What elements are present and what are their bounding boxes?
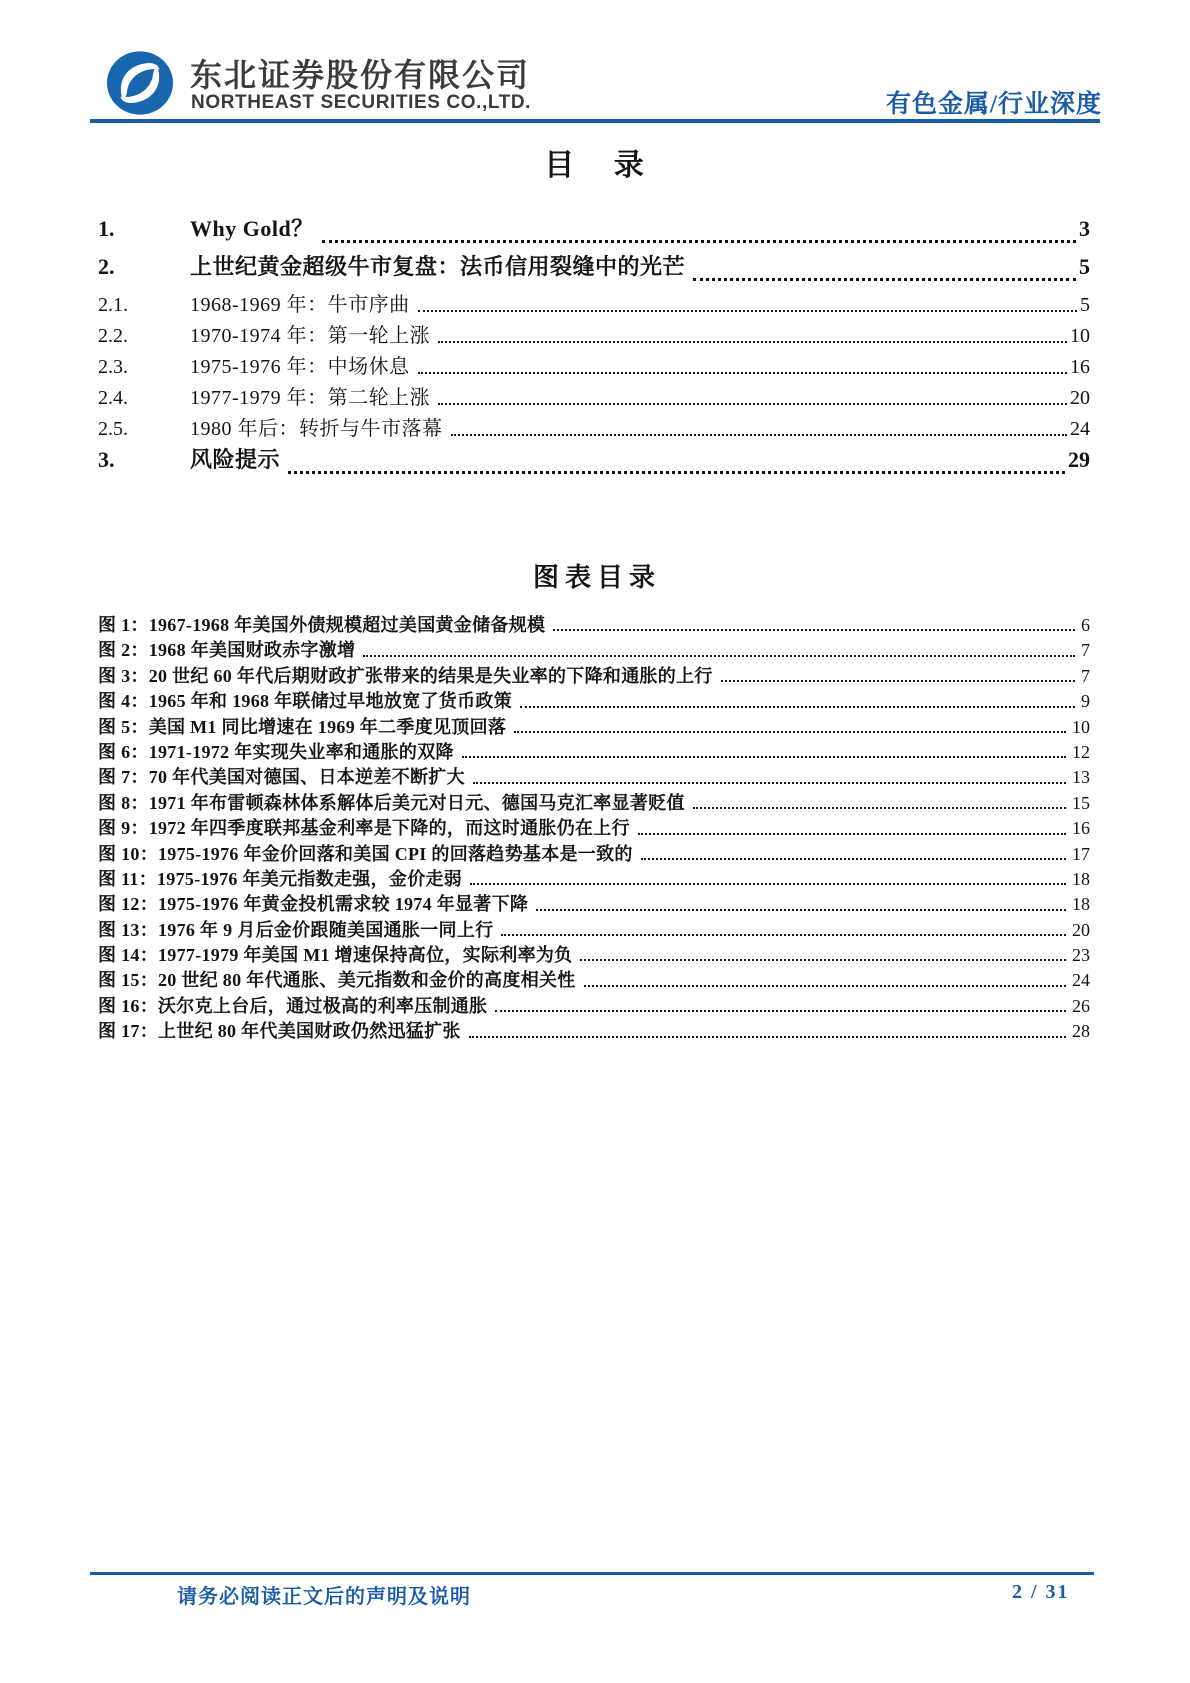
figure-entry[interactable] [98, 1017, 1090, 1042]
figure-entry-page: 20 [1072, 919, 1090, 940]
figure-entry[interactable] [98, 789, 1090, 814]
footer-disclaimer: 请务必阅读正文后的声明及说明 [177, 1586, 471, 1608]
figure-entry-page: 9 [1081, 691, 1090, 712]
footer-page-indicator: 2 / 31 [1012, 1581, 1070, 1603]
toc-entry-number: 2. [98, 254, 115, 279]
figure-entry-title: 图 15：20 世纪 80 年代通胀、美元指数和金价的高度相关性 [98, 970, 576, 991]
toc-entry[interactable] [98, 212, 1090, 250]
dot-leader [580, 959, 1066, 961]
figure-entry-title: 图 7：70 年代美国对德国、日本逆差不断扩大 [98, 767, 465, 788]
toc-entry-page: 20 [1070, 387, 1090, 409]
company-name-en: NORTHEAST SECURITIES CO.,LTD. [191, 92, 532, 113]
dot-leader [473, 782, 1066, 784]
figure-entry-page: 12 [1072, 741, 1090, 762]
figure-entry-title: 图 8：1971 年布雷顿森林体系解体后美元对日元、德国马克汇率显著贬值 [98, 792, 685, 813]
dot-leader [553, 629, 1075, 631]
toc-entry-page: 10 [1070, 325, 1090, 347]
dot-leader [641, 858, 1066, 860]
figure-entry-page: 23 [1072, 945, 1090, 966]
toc-entry-number: 2.1. [98, 294, 128, 316]
toc-entry-title: 1980 年后：转折与牛市落幕 [190, 418, 443, 440]
dot-leader [462, 756, 1066, 758]
dot-leader [418, 310, 1077, 312]
dot-leader [501, 934, 1066, 936]
toc-entry-page: 3 [1079, 216, 1090, 241]
dot-leader [438, 403, 1067, 405]
figure-entry-page: 18 [1072, 868, 1090, 889]
toc-entry-title: 1977-1979 年：第二轮上涨 [190, 387, 431, 409]
toc-heading: 目 录 [544, 149, 660, 182]
toc-entry-page: 5 [1080, 294, 1090, 316]
figure-entry[interactable] [98, 992, 1090, 1017]
dot-leader [721, 680, 1075, 682]
figure-entry[interactable] [98, 814, 1090, 839]
figure-entry-page: 17 [1072, 843, 1090, 864]
industry-category-label: 有色金属/行业深度 [886, 91, 1102, 118]
dot-leader [536, 909, 1066, 911]
figure-entry[interactable] [98, 611, 1090, 636]
toc-list [98, 212, 1090, 481]
footer-divider-line [90, 1572, 1094, 1575]
toc-entry-page: 24 [1070, 418, 1090, 440]
dot-leader [584, 985, 1066, 987]
toc-entry[interactable] [98, 381, 1090, 412]
toc-entry[interactable] [98, 250, 1090, 288]
figure-list [98, 611, 1090, 1043]
figure-entry[interactable] [98, 763, 1090, 788]
figure-entry[interactable] [98, 738, 1090, 763]
figure-entry[interactable] [98, 662, 1090, 687]
figure-entry-page: 26 [1072, 995, 1090, 1016]
toc-entry-title: 1970-1974 年：第一轮上涨 [190, 325, 431, 347]
company-name-cn: 东北证券股份有限公司 [190, 57, 531, 93]
figure-entry-page: 28 [1072, 1021, 1090, 1042]
dot-leader [638, 833, 1066, 835]
toc-entry-title: 上世纪黄金超级牛市复盘：法币信用裂缝中的光芒 [190, 254, 686, 279]
figure-entry[interactable] [98, 966, 1090, 991]
figure-entry-title: 图 16：沃尔克上台后，通过极高的利率压制通胀 [98, 995, 488, 1016]
toc-entry[interactable] [98, 288, 1090, 319]
figure-entry-page: 10 [1072, 716, 1090, 737]
toc-entry-title: Why Gold？ [190, 216, 314, 241]
dot-leader [438, 341, 1067, 343]
figure-entry-title: 图 6：1971-1972 年实现失业率和通胀的双降 [98, 741, 454, 762]
toc-entry-page: 5 [1079, 254, 1090, 279]
figure-entry-title: 图 2：1968 年美国财政赤字激增 [98, 640, 356, 661]
figure-entry-page: 15 [1072, 792, 1090, 813]
dot-leader [514, 731, 1066, 733]
figure-entry[interactable] [98, 636, 1090, 661]
toc-entry-title: 风险提示 [190, 447, 281, 472]
toc-entry[interactable] [98, 443, 1090, 481]
dot-leader [469, 1036, 1066, 1038]
dot-leader [363, 655, 1075, 657]
figure-entry-page: 6 [1081, 615, 1090, 635]
toc-entry[interactable] [98, 319, 1090, 350]
figure-entry-page: 24 [1072, 970, 1090, 991]
figure-entry-page: 13 [1072, 767, 1090, 788]
toc-entry[interactable] [98, 350, 1090, 381]
toc-entry-number: 1. [98, 216, 115, 241]
figure-entry-title: 图 12：1975-1976 年黄金投机需求较 1974 年显著下降 [98, 894, 529, 915]
figure-entry[interactable] [98, 840, 1090, 865]
toc-entry-number: 2.4. [98, 387, 128, 409]
figure-entry-title: 图 5：美国 M1 同比增速在 1969 年二季度见顶回落 [98, 716, 507, 737]
figure-entry-title: 图 17：上世纪 80 年代美国财政仍然迅猛扩张 [98, 1021, 461, 1042]
dot-leader [470, 883, 1066, 885]
toc-entry[interactable] [98, 412, 1090, 443]
dot-leader [495, 1010, 1066, 1012]
toc-entry-number: 2.5. [98, 418, 128, 440]
header-divider-line [90, 119, 1100, 123]
figure-entry-title: 图 11：1975-1976 年美元指数走强，金价走弱 [98, 868, 463, 889]
figure-entry[interactable] [98, 890, 1090, 915]
dot-leader [693, 278, 1076, 281]
dot-leader [288, 471, 1065, 474]
dot-leader [520, 706, 1075, 708]
figure-entry[interactable] [98, 865, 1090, 890]
figure-entry[interactable] [98, 687, 1090, 712]
toc-content [98, 140, 1090, 1043]
figure-entry-title: 图 9：1972 年四季度联邦基金利率是下降的，而这时通胀仍在上行 [98, 818, 630, 839]
figure-entry[interactable] [98, 941, 1090, 966]
figure-entry-page: 18 [1072, 894, 1090, 915]
toc-entry-number: 2.2. [98, 325, 128, 347]
toc-entry-page: 16 [1070, 356, 1090, 378]
dot-leader [418, 372, 1067, 374]
northeast-securities-logo-icon [104, 50, 176, 116]
figure-entry[interactable] [98, 713, 1090, 738]
figure-entry-title: 图 10：1975-1976 年金价回落和美国 CPI 的回落趋势基本是一致的 [98, 843, 633, 864]
figure-entry-title: 图 14：1977-1979 年美国 M1 增速保持高位，实际利率为负 [98, 945, 573, 966]
figure-list-heading: 图表目录 [532, 563, 661, 592]
dot-leader [322, 240, 1076, 243]
toc-entry-number: 3. [98, 447, 115, 472]
figure-entry-title: 图 4：1965 年和 1968 年联储过早地放宽了货币政策 [98, 691, 512, 712]
toc-entry-page: 29 [1068, 447, 1090, 472]
dot-leader [451, 434, 1068, 436]
toc-entry-number: 2.3. [98, 356, 128, 378]
figure-entry-page: 7 [1081, 665, 1090, 686]
toc-entry-title: 1975-1976 年：中场休息 [190, 356, 410, 378]
figure-entry-title: 图 13：1976 年 9 月后金价跟随美国通胀一同上行 [98, 919, 494, 940]
figure-entry-title: 图 3：20 世纪 60 年代后期财政扩张带来的结果是失业率的下降和通胀的上行 [98, 665, 713, 686]
figure-entry-page: 7 [1081, 640, 1090, 661]
figure-entry[interactable] [98, 916, 1090, 941]
figure-entry-page: 16 [1072, 818, 1090, 839]
figure-entry-title: 图 1：1967-1968 年美国外债规模超过美国黄金储备规模 [98, 615, 546, 635]
dot-leader [693, 807, 1066, 809]
toc-entry-title: 1968-1969 年：牛市序曲 [190, 294, 410, 316]
